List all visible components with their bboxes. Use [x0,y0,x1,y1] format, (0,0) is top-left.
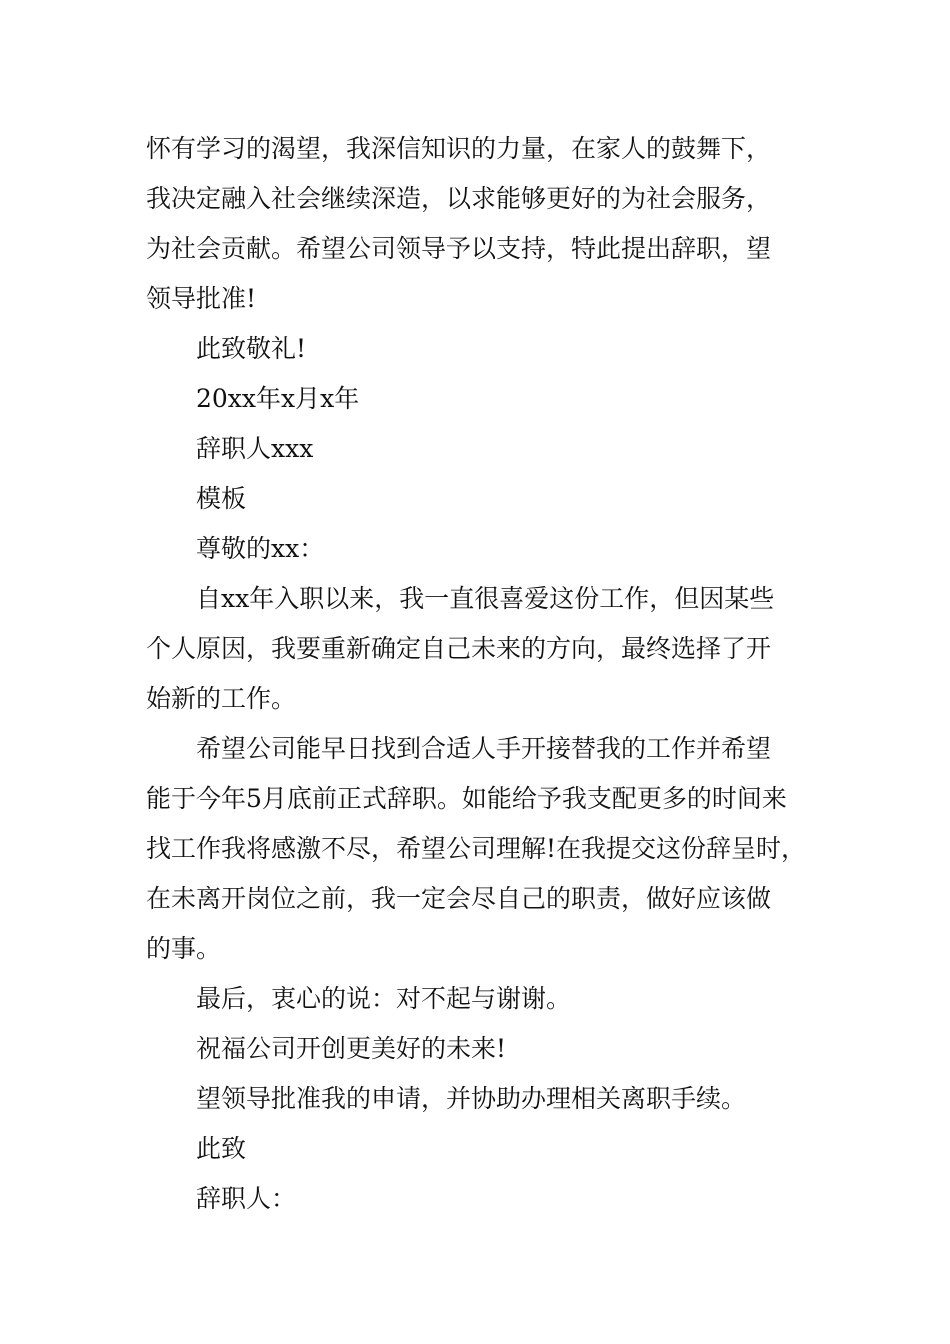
text-line: 为社会贡献。希望公司领导予以支持，特此提出辞职，望 [146,234,772,263]
text-line: 最后，衷心的说：对不起与谢谢。 [196,984,572,1013]
paragraph-thanks [146,974,826,1024]
section-heading [146,474,826,524]
closing-word [146,1124,826,1174]
text-line: 领导批准! [146,284,257,313]
paragraph-request [146,724,826,974]
text-line: 祝福公司开创更美好的未来! [196,1034,507,1063]
text-line: 此致敬礼! [196,334,307,363]
greeting [146,524,826,574]
paragraph-wishes [146,1024,826,1074]
text-line: 在未离开岗位之前，我一定会尽自己的职责，做好应该做 [146,884,772,913]
text-line: 20xx年x月x年 [196,384,360,413]
closing-salutation [146,324,826,374]
text-line: 希望公司能早日找到合适人手开接替我的工作并希望 [196,734,772,763]
text-line: 找工作我将感激不尽，希望公司理解!在我提交这份辞呈时， [146,834,807,863]
text-line: 自xx年入职以来，我一直很喜爱这份工作，但因某些 [196,584,775,613]
text-line: 此致 [196,1134,247,1163]
text-line: 辞职人： [196,1184,297,1213]
text-line: 模板 [196,484,247,513]
signature-label [146,1174,826,1224]
text-line: 个人原因，我要重新确定自己未来的方向，最终选择了开 [146,634,772,663]
text-line: 我决定融入社会继续深造，以求能够更好的为社会服务， [146,184,772,213]
paragraph-intro [146,574,826,724]
text-line: 能于今年5月底前正式辞职。如能给予我支配更多的时间来 [146,784,787,813]
date-line [146,374,826,424]
text-line: 始新的工作。 [146,684,297,713]
text-line: 辞职人xxx [196,434,314,463]
document-body [146,124,826,1224]
paragraph-approval [146,1074,826,1124]
text-line: 望领导批准我的申请，并协助办理相关离职手续。 [196,1084,747,1113]
text-line: 尊敬的xx： [196,534,325,563]
text-line: 怀有学习的渴望，我深信知识的力量，在家人的鼓舞下， [146,134,772,163]
text-line: 的事。 [146,934,222,963]
paragraph-1 [146,124,826,324]
signature-line [146,424,826,474]
